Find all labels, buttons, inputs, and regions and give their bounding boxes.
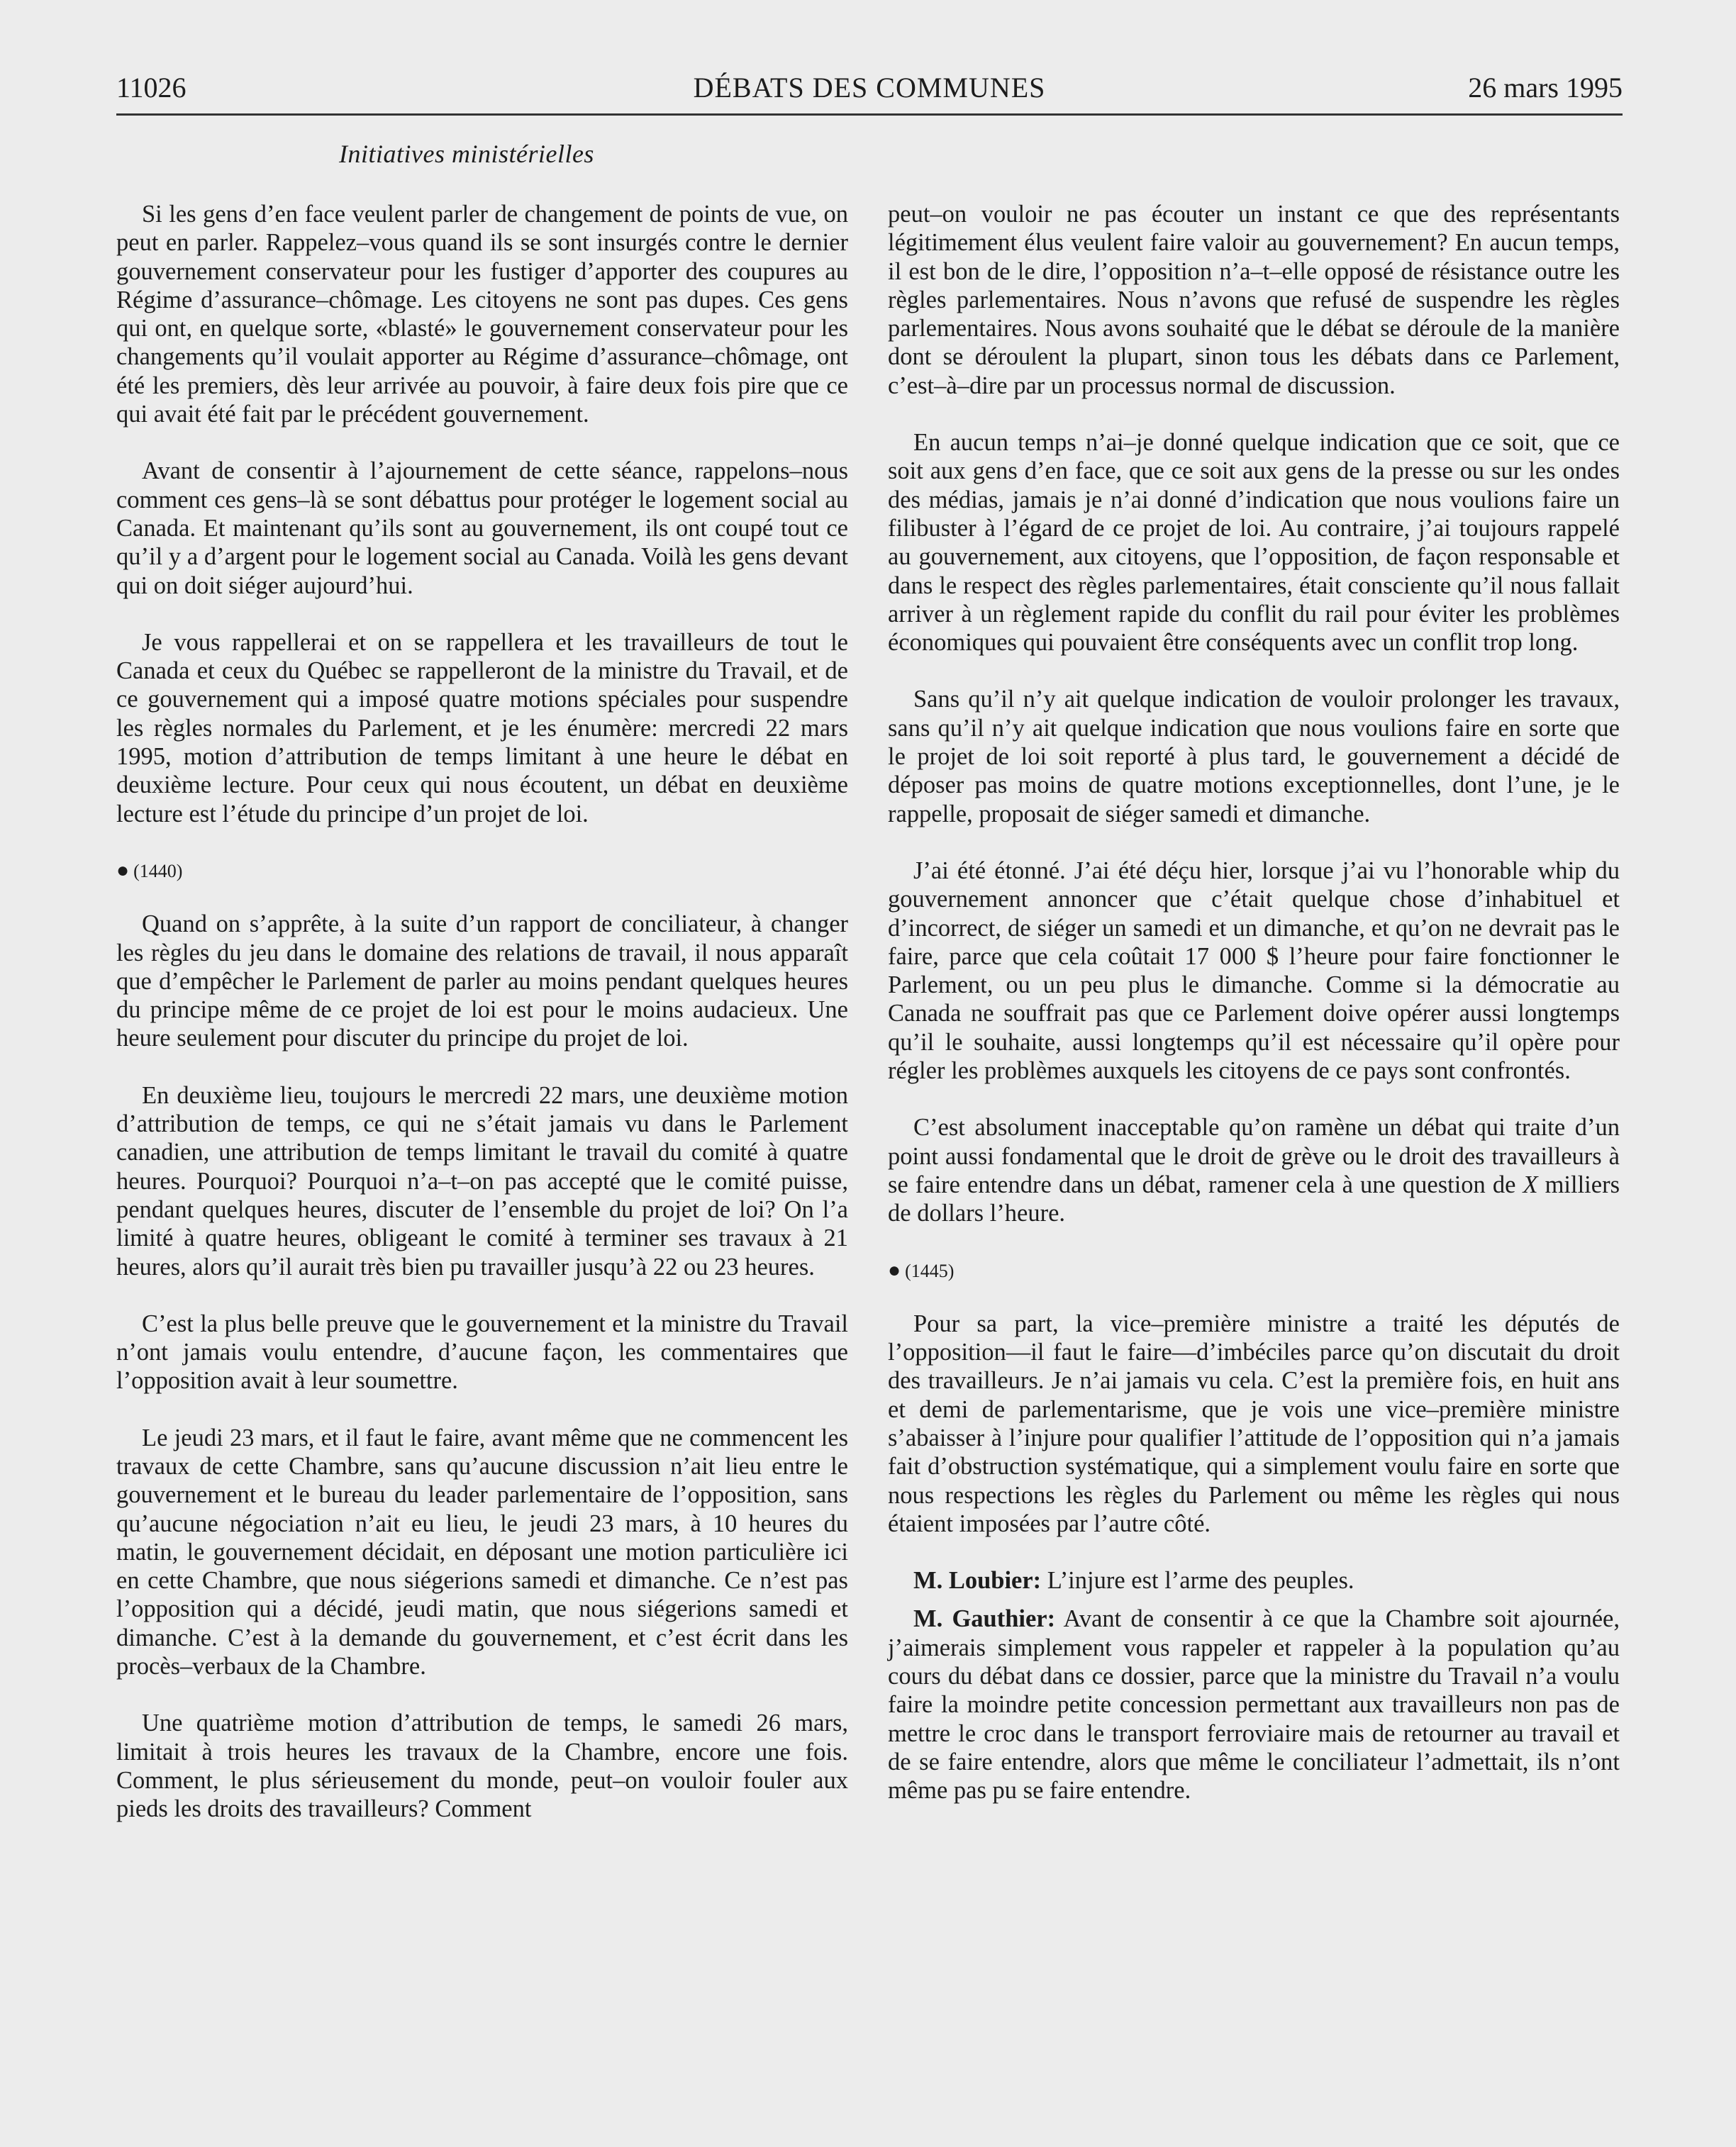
paragraph: Sans qu’il n’y ait quelque indication de vouloir prolonger les travaux, sans qu’il n’y ait quelque indication que nous voulions faire en sorte que le projet de loi soit reporté à plus tard, le gouvernement a décidé de déposer pas moins de quatre motions exceptionnelles, dont l’une, je le rappelle, proposait de siéger samedi et dimanche. (888, 686, 1620, 827)
left-column (116, 200, 848, 1852)
paragraph: Le jeudi 23 mars, et il faut le faire, avant même que ne commencent les travaux de cette Chambre, sans qu’aucune discussion n’ait lieu entre le gouvernement et le bureau du leader parlementaire de l’opposition, sans qu’aucune négociation n’ait eu lieu, le jeudi 23 mars, à 10 heures du matin, le gouvernement décidait, en déposant une motion particulière ici en cette Chambre, que nous siégerions samedi et dimanche. Ce n’est pas l’opposition qui a décidé, jeudi matin, que nous siégerions samedi et dimanche. C’est à la demande du gouvernement, et c’est écrit dans les procès–verbaux de la Chambre. (116, 1424, 848, 1680)
paragraph: En aucun temps n’ai–je donné quelque indication que ce soit, que ce soit aux gens d’en face, que ce soit aux gens de la presse ou sur les ondes des médias, jamais je n’ai donné d’indication que nous voulions faire un filibuster à l’égard de ce projet de loi. Au contraire, j’ai toujours rappelé au gouvernement, aux citoyens, que l’opposition, de façon responsable et dans le respect des règles parlementaires, était consciente qu’il nous fallait arriver à un règlement rapide du conflit du rail pour éviter les problèmes économiques qui pouvaient être conséquents avec un conflit trop long. (888, 429, 1620, 657)
paragraph: Une quatrième motion d’attribution de temps, le samedi 26 mars, limitait à trois heures les travaux de la Chambre, encore une fois. Comment, le plus sérieusement du monde, peut–on vouloir fouler aux pieds les droits des travailleurs? Comment (116, 1710, 848, 1823)
speaker-name: M. Loubier: (913, 1567, 1042, 1595)
page-number: 11026 (116, 72, 187, 104)
paragraph: J’ai été étonné. J’ai été déçu hier, lorsque j’ai vu l’honorable whip du gouvernement annoncer que c’était quelque chose d’inhabituel et d’incorrect, de siéger un samedi et un dimanche, et qu’on ne devrait pas le faire, parce que cela coûtait 17 000 $ l’heure pour faire fonctionner le Parlement, ou un peu plus le dimanche. Comme si la démocratie au Canada ne souffrait pas que ce Parlement doive opérer aussi longtemps qu’il le souhaite, aussi longtemps qu’il est nécessaire qu’il opère pour régler les problèmes auxquels les citoyens de ce pays sont confrontés. (888, 857, 1620, 1085)
right-column (888, 200, 1620, 1834)
paragraph-text: C’est absolument inacceptable qu’on ramène un débat qui traite d’un point aussi fondamental que le droit de grève ou le droit des travailleurs à se faire entendre dans un débat, ramener cela à une question de (888, 1114, 1620, 1198)
paragraph: Avant de consentir à l’ajournement de cette séance, rappelons–nous comment ces gens–là se sont débattus pour protéger le logement social au Canada. Et maintenant qu’ils sont au gouvernement, ils ont coupé tout ce qu’il y a d’argent pour le logement social au Canada. Voilà les gens devant qui on doit siéger aujourd’hui. (116, 457, 848, 599)
paragraph: peut–on vouloir ne pas écouter un instant ce que des représentants légitimement élus veulent faire valoir au gouvernement? En aucun temps, il est bon de le dire, l’opposition n’a–t–elle opposé de résistance outre les règles parlementaires. Nous n’avons que refusé de suspendre les règles parlementaires. Nous avons souhaité que le débat se déroule de la manière dont se déroulent la plupart, sinon tous les débats dans ce Parlement, c’est–à–dire par un processus normal de discussion. (888, 201, 1620, 399)
section-heading: Initiatives ministérielles (339, 140, 594, 168)
page-date: 26 mars 1995 (1468, 72, 1623, 104)
paragraph: Pour sa part, la vice–première ministre a traité les députés de l’opposition—il faut le faire—d’imbéciles parce qu’on discutait du droit des travailleurs. Je n’ai jamais vu cela. C’est la première fois, en huit ans et demi de parlementarisme, que je vois une vice–première ministre s’abaisser à l’injure pour qualifier l’attitude de l’opposition qui n’a jamais fait d’obstruction systématique, qui a simplement voulu faire en sorte que nous respections les règles du Parlement ou même les règles qui nous étaient imposées par l’autre côté. (888, 1310, 1620, 1537)
speech-gauthier (888, 1605, 1620, 1805)
speech-text: L’injure est l’arme des peuples. (1041, 1567, 1354, 1595)
paragraph: C’est la plus belle preuve que le gouvernement et la ministre du Travail n’ont jamais voulu entendre, d’aucune façon, les commentaires que l’opposition avait à leur soumettre. (116, 1310, 848, 1395)
speech-loubier (888, 1566, 1620, 1595)
speaker-name: M. Gauthier: (913, 1605, 1056, 1633)
bullet-icon: ● (116, 858, 130, 882)
paragraph: En deuxième lieu, toujours le mercredi 22 mars, une deuxième motion d’attribution de temps, ce qui ne s’était jamais vu dans le Parlement canadien, une attribution de temps limitant le travail du comité à quatre heures. Pourquoi? Pourquoi n’a–t–on pas accepté que le comité puisse, pendant quelques heures, discuter de l’ensemble du projet de loi? On l’a limité à quatre heures, obligeant le comité à terminer ses travaux à 21 heures, alors qu’il aurait très bien pu travailler jusqu’à 22 ou 23 heures. (116, 1081, 848, 1281)
italic-variable: X (1523, 1171, 1538, 1198)
timestamp (888, 1256, 1620, 1286)
bullet-icon: ● (888, 1258, 901, 1282)
timestamp (116, 857, 848, 886)
page-header (116, 68, 1623, 116)
paragraph (888, 1113, 1620, 1227)
timestamp-text: (1445) (905, 1260, 955, 1281)
paragraph-text: milliers de dollars l’heure. (888, 1171, 1620, 1227)
paragraph: Je vous rappellerai et on se rappellera et les travailleurs de tout le Canada et ceux du Québec se rappelleront de la ministre du Travail, et de ce gouvernement qui a imposé quatre motions spéciales pour suspendre les règles normales du Parlement, et je les énumère: mercredi 22 mars 1995, motion d’attribution de temps limitant à une heure le débat en deuxième lecture. Pour ceux qui nous écoutent, un débat en deuxième lecture est l’étude du principe d’un projet de loi. (116, 628, 848, 827)
paragraph: Quand on s’apprête, à la suite d’un rapport de conciliateur, à changer les règles du jeu dans le domaine des relations de travail, il nous apparaît que d’empêcher le Parlement de parler au moins pendant quelques heures du principe même de ce projet de loi est pour le moins audacieux. Une heure seulement pour discuter du principe du projet de loi. (116, 910, 848, 1052)
publication-title: DÉBATS DES COMMUNES (693, 72, 1046, 104)
timestamp-text: (1440) (133, 860, 183, 881)
speech-text: Avant de consentir à ce que la Chambre soit ajournée, j’aimerais simplement vous rappeler et rappeler à la population qu’au cours du débat dans ce dossier, parce que la ministre du Travail n’a voulu faire la moindre petite concession permettant aux travailleurs non pas de mettre le croc dans le transport ferroviaire mais de retourner au travail et de se faire entendre, alors que même le conciliateur l’admettait, ils n’ont même pas pu se faire entendre. (888, 1605, 1620, 1805)
paragraph: Si les gens d’en face veulent parler de changement de points de vue, on peut en parler. Rappelez–vous quand ils se sont insurgés contre le dernier gouvernement conservateur pour les fustiger d’apporter des coupures au Régime d’assurance–chômage. Les citoyens ne sont pas dupes. Ces gens qui ont, en quelque sorte, «blasté» le gouvernement conservateur pour les changements qu’il voulait apporter au Régime d’assurance–chômage, ont été les premiers, dès leur arrivée au pouvoir, à faire deux fois pire que ce qui avait été fait par le précédent gouvernement. (116, 201, 848, 428)
